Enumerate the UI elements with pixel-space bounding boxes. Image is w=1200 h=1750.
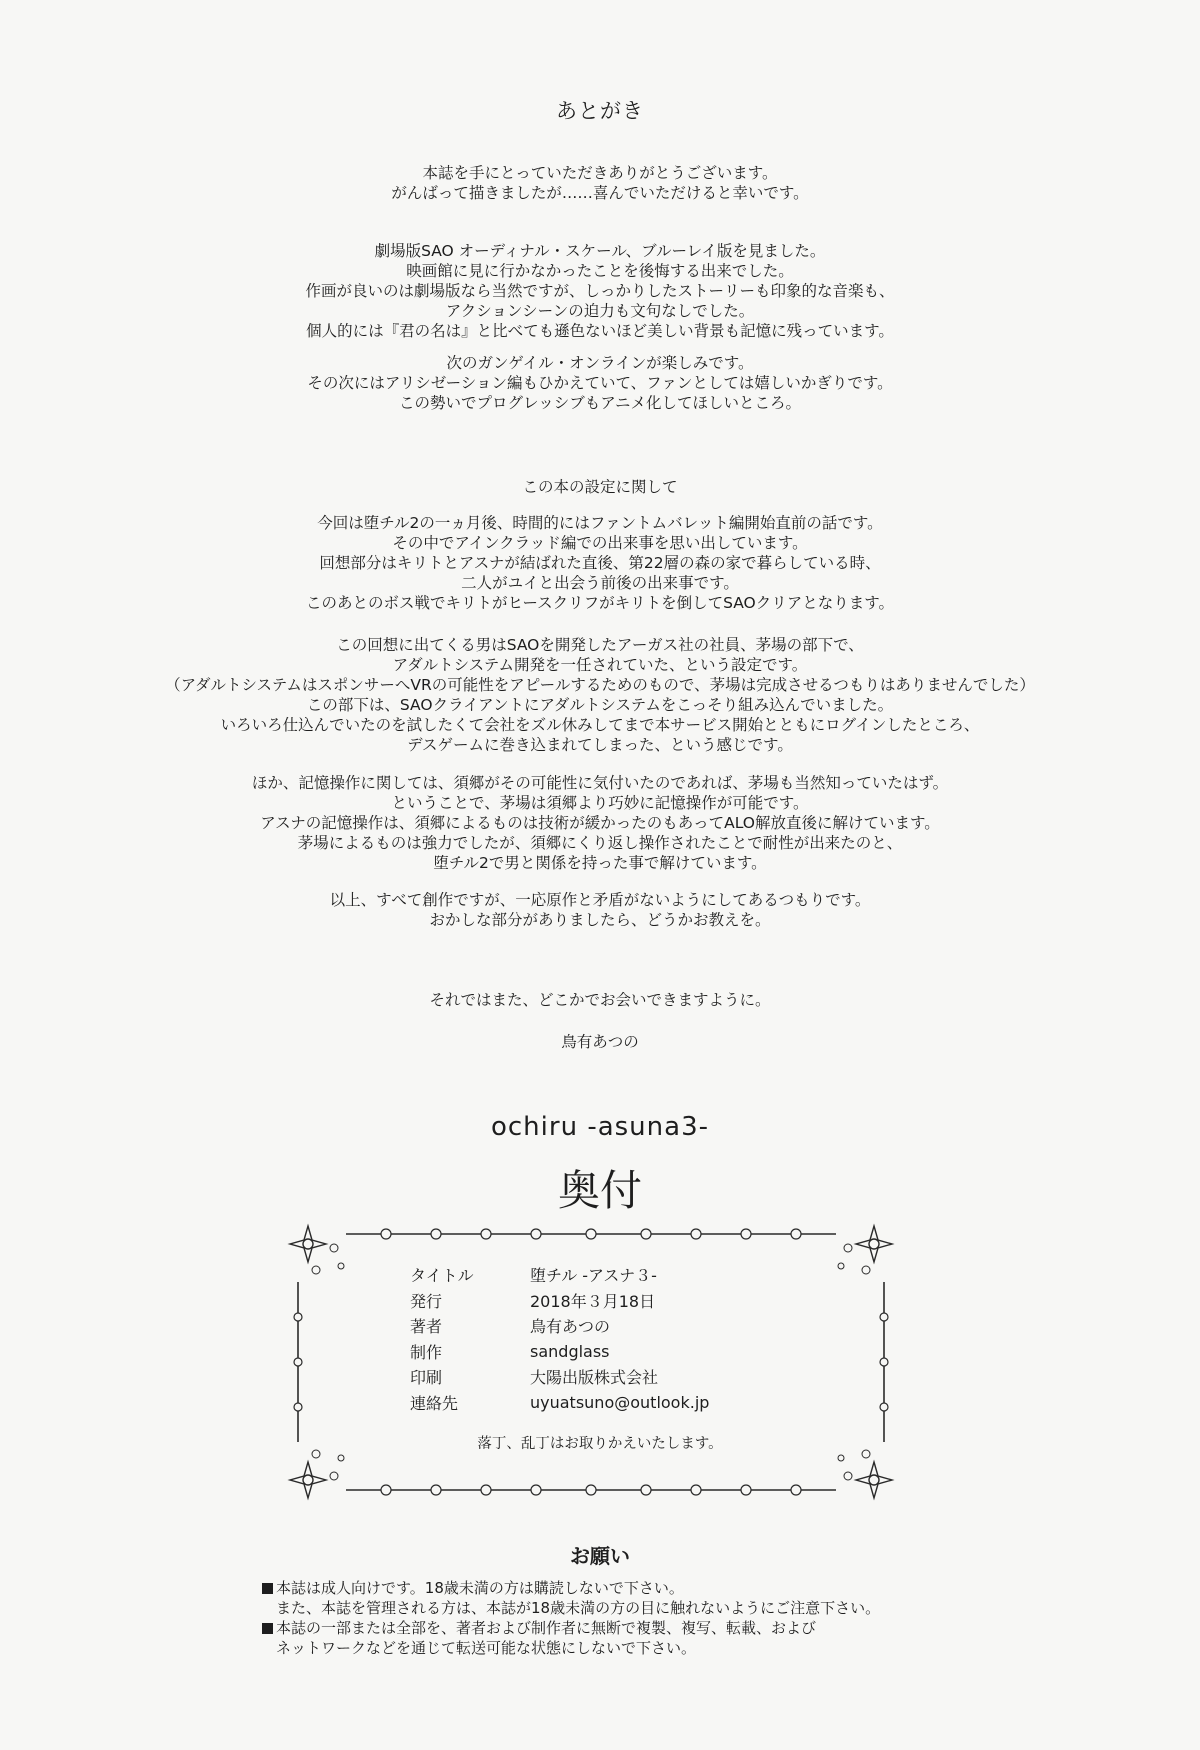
row-label: 連絡先	[410, 1393, 459, 1413]
row-label: 制作	[410, 1342, 443, 1362]
author-signature: 鳥有あつの	[561, 1033, 639, 1051]
afterword-paragraph-1: 本誌を手にとっていただきありがとうございます。 がんばって描きましたが……喜んでいただけると幸いです。	[391, 164, 809, 202]
request-item-continuation: また、本誌を管理される方は、本誌が18歳未満の方の目に触れないようにご注意下さい。	[276, 1599, 881, 1617]
afterword-paragraph-2: 劇場版SAO オーディナル・スケール、ブルーレイ版を見ました。 映画館に見に行かなかったことを後悔する出来でした。 作画が良いのは劇場版なら当然ですが、しっかりしたストーリーも印象的な音楽も、 アクションシーンの迫力も文句なしでした。 個人的には『君の名は』と比べても遜色ないほど美しい背景も記憶に残っています。	[305, 242, 895, 340]
request-item	[262, 1578, 880, 1598]
colophon-row-contact	[410, 1390, 709, 1416]
colophon-row-production	[410, 1339, 709, 1365]
square-bullet-icon	[262, 1583, 273, 1594]
settings-paragraph-3: ほか、記憶操作に関しては、須郷がその可能性に気付いたのであれば、茅場も当然知っていたはず。 ということで、茅場は須郷より巧妙に記憶操作が可能です。 アスナの記憶操作は、須郷によるものは技術が緩かったのもあってALO解放直後に解けています。 茅場によるものは強力でしたが、須郷にくり返し操作されたことで耐性が出来たのと、 堕チル2で男と関係を持った事で解けています。	[251, 774, 949, 872]
request-item	[262, 1618, 880, 1638]
row-value: 2018年３月18日	[530, 1291, 656, 1311]
settings-paragraph-1: 今回は堕チル2の一ヵ月後、時間的にはファントムバレット編開始直前の話です。 その中でアインクラッド編での出来事を思い出しています。 回想部分はキリトとアスナが結ばれた直後、第22層の森の家で暮らしている時、 二人がユイと出会う前後の出来事です。 このあとのボス戦でキリトがヒースクリフがキリトを倒してSAOクリアとなります。	[305, 514, 895, 612]
request-item-line: 本誌の一部または全部を、著者および制作者に無断で複製、複写、転載、および	[276, 1619, 817, 1637]
colophon-row-title	[410, 1262, 709, 1288]
row-label: 発行	[410, 1291, 443, 1311]
colophon-note: 落丁、乱丁はお取りかえいたします。	[477, 1436, 723, 1452]
row-value: 鳥有あつの	[530, 1317, 611, 1337]
afterword-paragraph-3: 次のガンゲイル・オンラインが楽しみです。 その次にはアリシゼーション編もひかえていて、ファンとしては嬉しいかぎりです。 この勢いでプログレッシブもアニメ化してほしいところ。	[307, 354, 893, 412]
row-label: 印刷	[410, 1368, 443, 1388]
row-label: 著者	[410, 1317, 443, 1337]
row-value: 堕チル -アスナ３-	[530, 1266, 657, 1286]
colophon-row-author	[410, 1313, 709, 1339]
request-item-continuation: ネットワークなどを通じて転送可能な状態にしないで下さい。	[276, 1639, 697, 1657]
row-label: タイトル	[410, 1266, 474, 1286]
settings-paragraph-4: 以上、すべて創作ですが、一応原作と矛盾がないようにしてあるつもりです。 おかしな部分がありましたら、どうかお教えを。	[329, 891, 871, 929]
colophon-subtitle: ochiru -asuna3-	[490, 1112, 709, 1142]
afterword-title: あとがき	[556, 99, 644, 123]
colophon-row-date	[410, 1288, 709, 1314]
colophon-title: 奥付	[557, 1166, 642, 1215]
closing-line: それではまた、どこかでお会いできますように。	[429, 991, 771, 1009]
contact-email: uyuatsuno@outlook.jp	[530, 1392, 710, 1412]
row-value: 大陽出版株式会社	[530, 1368, 659, 1388]
request-title: お願い	[570, 1544, 630, 1568]
request-list	[262, 1578, 880, 1658]
row-value: sandglass	[530, 1341, 610, 1361]
colophon-row-printing	[410, 1364, 709, 1390]
colophon-info	[410, 1262, 709, 1415]
request-item-line: 本誌は成人向けです。18歳未満の方は購読しないで下さい。	[276, 1579, 684, 1597]
settings-title: この本の設定に関して	[522, 478, 678, 496]
square-bullet-icon	[262, 1623, 273, 1634]
settings-paragraph-2: この回想に出てくる男はSAOを開発したアーガス社の社員、茅場の部下で、 アダルトシステム開発を一任されていた、という設定です。 （アダルトシステムはスポンサーへVRの可能性をアピールするためのもので、茅場は完成させるつもりはありませんでした） この部下は、SAOクライアントにアダルトシステムをこっそり組み込んでいました。 いろいろ仕込んでいたのを試したくて会社をズル休みしてまで本サービス開始とともにログインしたところ、 デスゲームに巻き込まれてしまった、という感じです。	[165, 636, 1035, 754]
